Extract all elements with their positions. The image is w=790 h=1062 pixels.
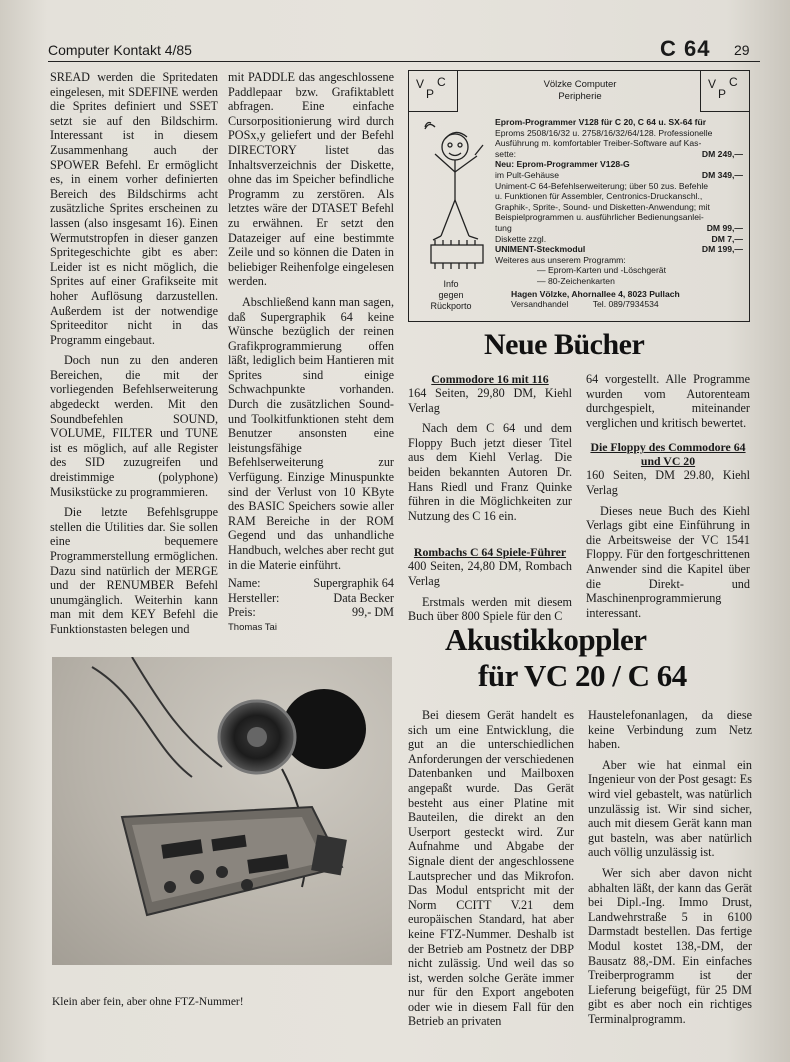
page-header <box>48 36 760 62</box>
ad-versand: Versandhandel <box>511 299 569 310</box>
ad-line: Eprom-Programmer V128 für C 20, C 64 u. SX-64 für <box>495 117 707 127</box>
price: DM 249,— <box>701 148 743 159</box>
company-name: Völzke Computer <box>543 79 617 90</box>
paragraph: Doch nun zu den anderen Bereichen, die mit der vorliegenden Befehlserweiterung abgedeckt werden. Mit den Soundbefehlen SOUND, VOLUME, FILTER und TUNE ist es möglich, auf alle Register des SID zuzugreifen und dreistimmige (polyphone) Musikstücke zu programmieren. <box>50 353 218 499</box>
ad-contact <box>495 299 743 310</box>
books-column-1 <box>408 372 572 624</box>
info-line: Rückporto <box>430 301 472 311</box>
ad-line: — Eprom-Karten und -Löschgerät <box>537 265 666 276</box>
logo-letter: V <box>708 77 717 91</box>
price: DM 199,— <box>701 244 743 255</box>
ad-line: Ausführung m. komfortabler Treiber-Software auf Kas- <box>495 138 702 149</box>
spec-label: Hersteller: <box>228 590 280 605</box>
ad-line: UNIMENT-Steckmodul <box>495 244 586 255</box>
ad-price-row <box>495 223 743 234</box>
paragraph: Die letzte Befehlsgruppe stellen die Utilities dar. Sie sollen eine bequemere Programmerstellung ermöglichen. Dazu sind natürlich der MERGE und der RENUMBER Befehl unumgänglich. Weiterhin kann man mit dem KEY Befehl die Funktionstasten belegen und <box>50 505 218 636</box>
ad-line: tung <box>495 222 512 233</box>
books-headline: Neue Bücher <box>484 328 645 361</box>
spec-value: Supergraphik 64 <box>313 576 394 591</box>
book-meta: 164 Seiten, 29,80 DM, Kiehl Verlag <box>408 386 572 415</box>
akustik-headline-line2: für VC 20 / C 64 <box>478 658 687 693</box>
ad-line: Eproms 2508/16/32 u. 2758/16/32/64/128. Professionelle <box>495 127 713 138</box>
ad-line: im Pult-Gehäuse <box>495 169 560 180</box>
photo-caption: Klein aber fein, aber ohne FTZ-Nummer! <box>52 996 244 1008</box>
ad-price-row <box>495 170 743 181</box>
logo-letter: P <box>718 87 727 101</box>
akustik-headline-line1: Akustikkoppler <box>445 622 647 657</box>
ad-price-row <box>495 149 743 160</box>
paragraph: Erstmals werden mit diesem Buch über 800 Spiele für den C <box>408 594 572 624</box>
ad-info-note <box>417 279 485 312</box>
mascot-illustration <box>417 117 493 277</box>
ad-line: Graphik-, Sprite-, Sound- und Disketten-Anwendung; mit <box>495 201 710 212</box>
author-name: Thomas Tai <box>228 621 277 633</box>
magazine-issue: Computer Kontakt 4/85 <box>48 42 192 58</box>
akustik-column-1 <box>408 708 574 1029</box>
article-column-1 <box>50 70 218 637</box>
book-title: Rombachs C 64 Spiele-Führer <box>413 545 567 560</box>
advertisement-box <box>408 70 750 322</box>
paragraph: mit PADDLE das angeschlossene Paddlepaar bzw. Grafiktablett abfragen. Eine einfache Cursorpositionierung wird durch POSx,y geliefert und der Befehl DIRECTORY listet das Inhaltsverzeichnis der Diskette, ohne das im Speicher befindliche Programm zu zerstören. Als letztes wäre der DTASET Befehl zu erwähnen. Er setzt den Datazeiger auf eine bestimmte Zeile und so können die Daten in beliebiger Reihenfolge eingelesen werden. <box>228 70 394 289</box>
ad-body <box>495 117 743 310</box>
paragraph: SREAD werden die Spritedaten eingelesen, mit SDEFINE werden die Sprites definiert und SSET setzt sie auf den Bildschirm. Interessant ist in diesem Zusammenhang auch der SPOWER Befehl. Er ermöglicht es, in einem vorher definierten Bereich des Bildschirms acht zusätzliche Sprites erscheinen zu lassen (also insgesamt 16). Einen Wermutstropfen in dieser ganzen Spritegeschichte gibt es aber: Leider ist es nicht möglich, die Sprites auf einer Grafikseite mit hoher Auflösung darzustellen. Außerdem ist der notwendige Spriteeditor nicht in das Programm eingebaut. <box>50 70 218 347</box>
ad-line: Uniment-C 64-Befehlserweiterung; über 50 zus. Befehle <box>495 180 709 191</box>
ad-line: Weiteres aus unserem Programm: <box>495 254 626 265</box>
book-meta: 400 Seiten, 24,80 DM, Rombach Verlag <box>408 559 572 588</box>
paragraph: Wer sich aber davon nicht abhalten läßt, der kann das Gerät bei Dipl.-Ing. Immo Drust, Landwehrstraße 5 in 6100 Darmstadt bestellen. Das fertige Modul kostet 138,-DM, der Bausatz 88,-DM. Ein einfaches Treiberprogramm ist der Lieferung beigefügt, für 25 DM gibt es aber noch ein richtiges Terminalprogramm. <box>588 865 752 1026</box>
spec-label: Name: <box>228 576 261 591</box>
ad-line: — 80-Zeichenkarten <box>537 275 615 286</box>
logo-letter: C <box>729 75 738 89</box>
book-meta: 160 Seiten, DM 29.80, Kiehl Verlag <box>586 468 750 497</box>
price: DM 99,— <box>706 222 743 233</box>
ad-company <box>469 79 691 103</box>
info-line: gegen <box>438 290 464 300</box>
product-specs <box>228 576 394 620</box>
vpc-logo-right <box>700 70 750 112</box>
paragraph: Aber wie hat einmal ein Ingenieur von der Post gesagt: Es wird viel gebastelt, was natürlich unzulässig ist. Wir sind sicher, auch mit diesem Gerät kann man gut basteln, was aber natürlich auch völlig unzulässig ist. <box>588 757 752 860</box>
ad-price-row <box>495 234 743 245</box>
page-number: 29 <box>734 42 750 58</box>
ad-line: Neu: Eprom-Programmer V128-G <box>495 159 630 170</box>
price: DM 7,— <box>711 233 743 244</box>
paragraph: Nach dem C 64 und dem Floppy Buch jetzt dieser Titel aus dem Kiehl Verlag. Die beiden bekannten Autoren Dr. Hans Riedl und Franz Quinke führen in die Möglichkeiten zur Nutzung des C 16 ein. <box>408 421 572 523</box>
ad-line: u. Funktionen für Assembler, Centronics-Druckanschl., <box>495 191 703 202</box>
paragraph: Haustelefonanlagen, da diese keine Verbindung zum Netz haben. <box>588 708 752 752</box>
ad-line: Beispielprogrammen u. ausführlicher Bedienungsanlei- <box>495 212 704 223</box>
ad-price-row <box>495 244 743 255</box>
ad-address: Hagen Völzke, Ahornallee 4, 8023 Pullach <box>511 288 680 299</box>
akustik-column-2 <box>588 708 752 1026</box>
section-brand: C 64 <box>660 36 711 61</box>
info-line: Info <box>443 279 459 289</box>
paragraph: Dieses neue Buch des Kiehl Verlags gibt eine Einführung in die Arbeitsweise der VC 1541 Floppy. Für den fortgeschrittenen Anwender sind die Kapitel über die Direkt- und Maschinenprogrammierung interessant. <box>586 503 750 620</box>
logo-letter: C <box>437 75 446 89</box>
book-title: Die Floppy des Commodore 64 und VC 20 <box>590 440 746 469</box>
photo-illustration <box>52 657 392 965</box>
books-column-2 <box>586 372 750 620</box>
ad-phone: Tel. 089/7934534 <box>592 299 659 310</box>
ad-line: Diskette zzgl. <box>495 233 547 244</box>
spec-value: 99,- DM <box>352 605 394 620</box>
ad-line: sette: <box>495 148 517 159</box>
company-subtitle: Peripherie <box>558 91 602 102</box>
spec-value: Data Becker <box>333 590 394 605</box>
logo-letter: P <box>426 87 435 101</box>
acoustic-coupler-photo <box>52 657 392 965</box>
article-column-2 <box>228 70 394 636</box>
book-title: Commodore 16 mit 116 <box>431 372 549 386</box>
price: DM 349,— <box>701 169 743 180</box>
logo-letter: V <box>416 77 425 91</box>
vpc-logo-left <box>408 70 458 112</box>
paragraph: Bei diesem Gerät handelt es sich um eine Entwicklung, die gut an die unterschiedlichen Anforderungen der verschiedenen Datenbanken und Mailboxen angepaßt wurde. Das Gerät besteht aus einer Platine mit Bauteilen, die direkt an den Userport gesteckt wird. Zur Aufnahme und Abgabe der Signale dient der angeschlossene Lautsprecher und das Mikrofon. Das Modul entspricht mit der Norm CCITT V.21 dem europäischen Standard, hat aber keine FTZ-Nummer. Deshalb ist der Betrieb am Postnetz der DBP nicht zulässig. Und weil das so ist, werden solche Geräte immer nur für den Export angeboten oder wie in diesem Fall für den Betrieb an privaten <box>408 708 574 1029</box>
paragraph: 64 vorgestellt. Alle Programme wurden vom Autorenteam durchgespielt, miteinander verglichen und kritisch bewertet. <box>586 372 750 430</box>
paragraph: Abschließend kann man sagen, daß Supergraphik 64 keine Wünsche bezüglich der reinen Grafikprogrammierung offen läßt, lediglich beim Hantieren mit Sprites sind einige Schwachpunkte vorhanden. Durch die zusätzlichen Sound- und Toolkitfunktionen steht dem Benutzer ansonsten eine leistungsfähige Befehlserweiterung zur Verfügung. Einzige Minuspunkte sind der Verlust von 10 KByte des BASIC Speichers sowie aller RAM Bereiche in der ROM Gegend und das unhandliche Handbuch, welches aber recht gut in die Materie einführt. <box>228 294 394 572</box>
spec-label: Preis: <box>228 605 256 620</box>
